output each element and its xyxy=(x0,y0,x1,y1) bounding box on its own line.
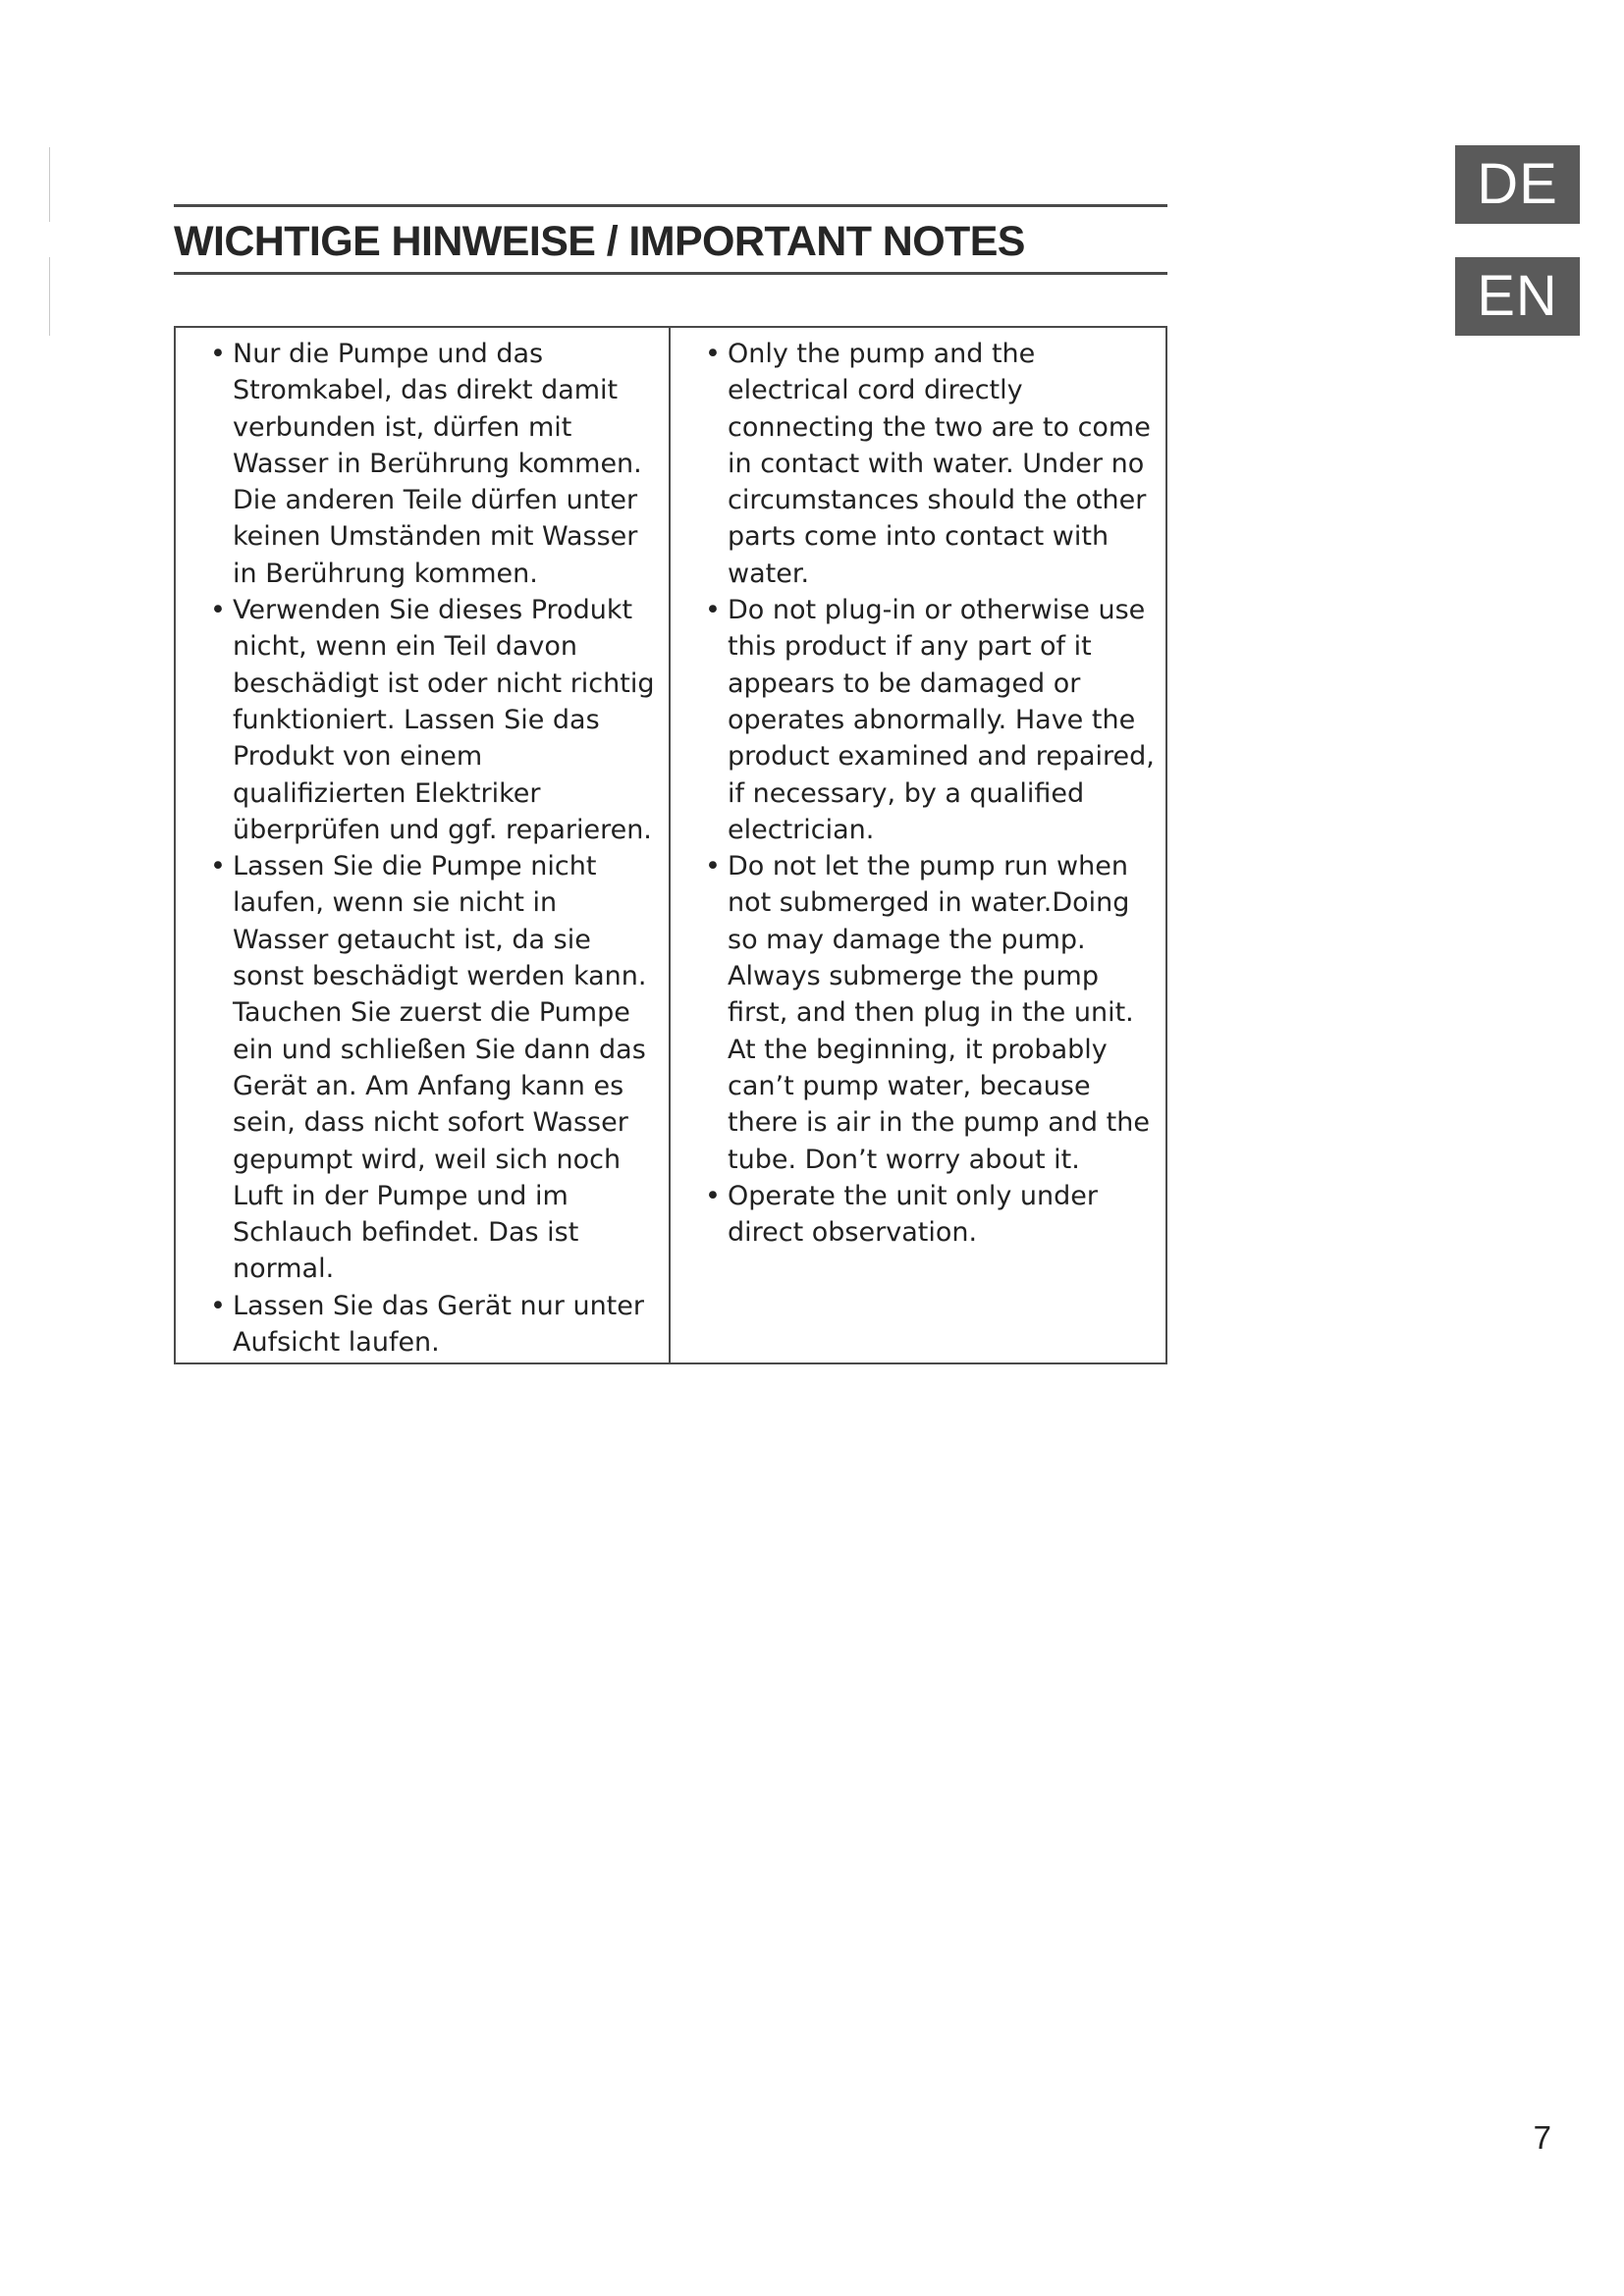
note-item-de-3 xyxy=(189,848,659,1288)
bullet-icon: • xyxy=(705,339,721,369)
bullet-icon: • xyxy=(705,595,721,626)
margin-mark-bottom xyxy=(49,257,50,336)
note-item-de-1 xyxy=(189,336,659,592)
bullet-icon: • xyxy=(210,595,226,626)
note-text: Verwenden Sie dieses Produkt nicht, wenn ein Teil davon beschädigt ist oder nicht richtig funktioniert. Lassen Sie das Produkt von einem qualifizierten Elektriker überprüfen und ggf. reparieren. xyxy=(233,595,655,845)
notes-column-english xyxy=(671,328,1165,1362)
note-item-en-3 xyxy=(684,848,1156,1178)
language-tab-de: DE xyxy=(1455,145,1580,224)
language-tab-en: EN xyxy=(1455,257,1580,336)
note-text: Nur die Pumpe und das Stromkabel, das direkt damit verbunden ist, dürfen mit Wasser in Berührung kommen. Die anderen Teile dürfen unter keinen Umständen mit Wasser in Berührung kommen. xyxy=(233,339,642,589)
page-title: WICHTIGE HINWEISE / IMPORTANT NOTES xyxy=(174,218,1025,265)
note-text: Operate the unit only under direct observation. xyxy=(728,1180,1098,1249)
bullet-icon: • xyxy=(210,851,226,882)
note-item-en-2 xyxy=(684,592,1156,848)
note-text: Do not let the pump run when not submerged in water.Doing so may damage the pump. Always submerge the pump first, and then plug in the unit. At the beginning, it probably can’t pump water, because there is air in the pump and the tube. Don’t worry about it. xyxy=(728,851,1150,1175)
english-notes-list xyxy=(684,336,1156,1251)
note-item-en-1 xyxy=(684,336,1156,592)
margin-mark-top xyxy=(49,147,50,222)
note-text: Lassen Sie das Gerät nur unter Aufsicht laufen. xyxy=(233,1290,644,1359)
note-text: Lassen Sie die Pumpe nicht laufen, wenn sie nicht in Wasser getaucht ist, da sie sonst beschädigt werden kann. Tauchen Sie zuerst die Pumpe ein und schließen Sie dann das Gerät an. Am Anfang kann es sein, dass nicht sofort Wasser gepumpt wird, weil sich noch Luft in der Pumpe und im Schlauch befindet. Das ist normal. xyxy=(233,851,647,1285)
note-item-en-4 xyxy=(684,1178,1156,1252)
notes-column-german xyxy=(176,328,671,1362)
note-item-de-2 xyxy=(189,592,659,848)
bullet-icon: • xyxy=(705,1180,721,1211)
page-number: 7 xyxy=(1533,2119,1551,2156)
note-text: Only the pump and the electrical cord directly connecting the two are to come in contact with water. Under no circumstances should the other parts come into contact with water. xyxy=(728,339,1151,589)
note-text: Do not plug-in or otherwise use this product if any part of it appears to be damaged or operates abnormally. Have the product examined and repaired, if necessary, by a qualified electrician. xyxy=(728,595,1155,845)
bullet-icon: • xyxy=(210,339,226,369)
bullet-icon: • xyxy=(210,1290,226,1321)
notes-table xyxy=(174,326,1167,1364)
bullet-icon: • xyxy=(705,851,721,882)
title-rule-top xyxy=(174,204,1167,207)
german-notes-list xyxy=(189,336,659,1361)
note-item-de-4 xyxy=(189,1288,659,1362)
title-rule-bottom xyxy=(174,272,1167,275)
